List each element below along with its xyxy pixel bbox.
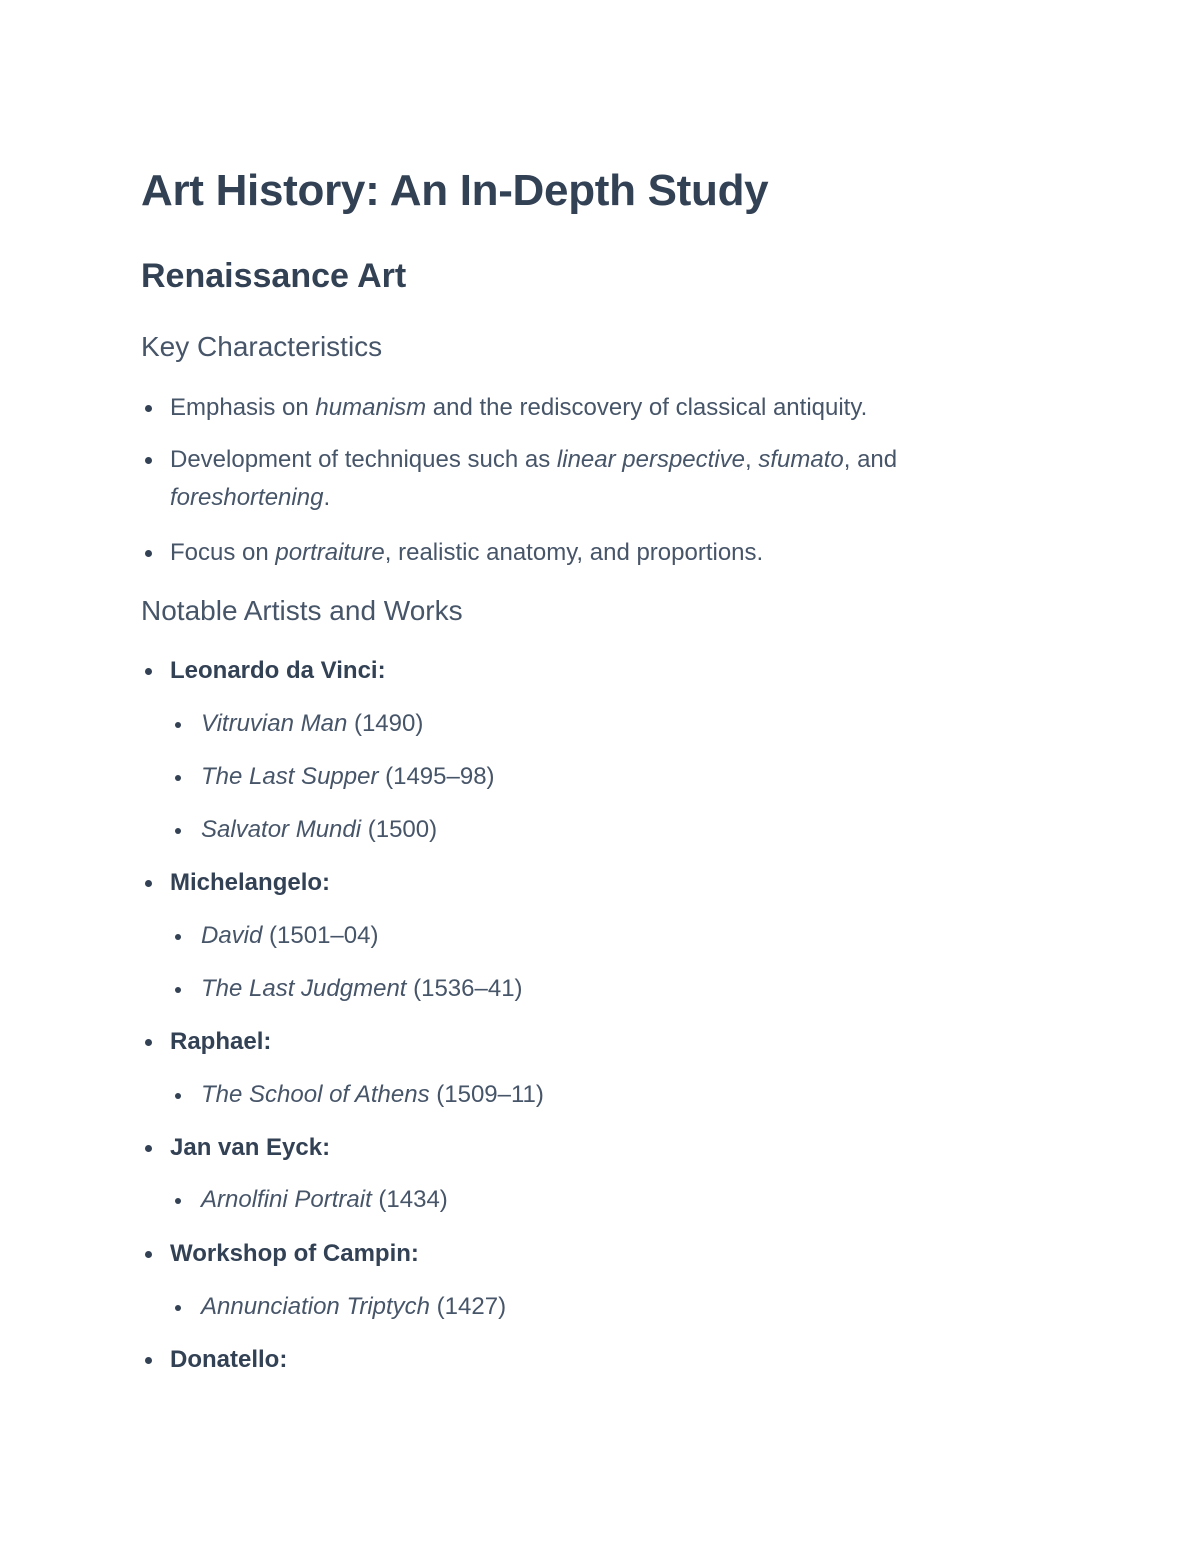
- artist-item: Raphael:: [170, 1023, 1050, 1061]
- work-item: Annunciation Triptych (1427): [201, 1288, 1051, 1326]
- artist-item: Leonardo da Vinci:: [170, 652, 1050, 690]
- subsection-heading-artists: Notable Artists and Works: [141, 595, 463, 626]
- artist-item: Michelangelo:: [170, 864, 1050, 902]
- subsection-heading-characteristics: Key Characteristics: [141, 331, 383, 362]
- work-item: Arnolfini Portrait (1434): [201, 1181, 1051, 1219]
- section-heading: Renaissance Art: [141, 257, 407, 295]
- artist-item: Donatello:: [170, 1341, 1050, 1379]
- list-item: Development of techniques such as linear perspective, sfumato, and foreshortening.: [170, 441, 1050, 517]
- work-item: David (1501–04): [201, 917, 1051, 955]
- work-item: The Last Judgment (1536–41): [201, 970, 1051, 1008]
- artist-item: Jan van Eyck:: [170, 1129, 1050, 1167]
- list-item: Focus on portraiture, realistic anatomy, and proportions.: [170, 534, 1050, 572]
- work-item: The Last Supper (1495–98): [201, 758, 1051, 796]
- page-title: Art History: An In-Depth Study: [141, 166, 769, 215]
- work-item: Vitruvian Man (1490): [201, 705, 1051, 743]
- work-item: Salvator Mundi (1500): [201, 811, 1051, 849]
- list-item: Emphasis on humanism and the rediscovery of classical antiquity.: [170, 389, 1050, 427]
- work-item: The School of Athens (1509–11): [201, 1076, 1051, 1114]
- artist-item: Workshop of Campin:: [170, 1235, 1050, 1273]
